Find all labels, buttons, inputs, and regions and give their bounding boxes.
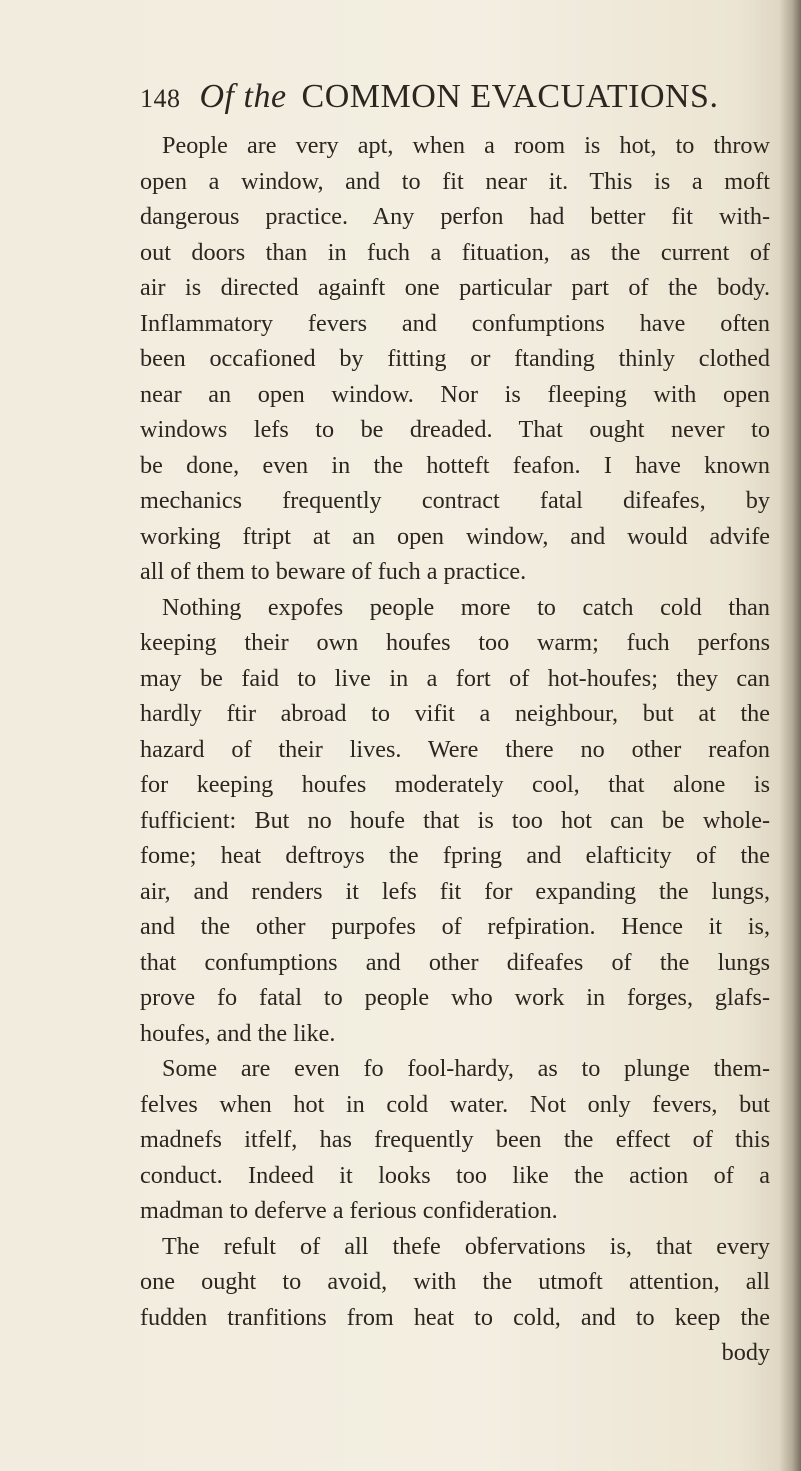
text-line: working ftript at an open window, and would advife [140,522,770,550]
text-line: windows lefs to be dreaded. That ought never to [140,416,770,443]
text-line: be done, even in the hotteft feafon. I have known [140,451,770,479]
text-line: People are very apt, when a room is hot, to throw [162,132,770,159]
page-gutter-shadow [779,0,801,1471]
text-line: Nothing expofes people more to catch cold than [162,593,770,621]
text-line: that confumptions and other difeafes of the lungs [140,948,770,976]
text-line: keeping their own houfes too warm; fuch perfons [140,629,770,656]
page-number: 148 [140,84,181,113]
running-head-prefix: Of the [199,78,287,115]
text-line: The refult of all thefe obfervations is, that every [162,1232,770,1260]
text-line: dangerous practice. Any perfon had better fit with- [140,203,770,230]
text-line: out doors than in fuch a fituation, as the current of [140,238,770,266]
text-line: Some are even fo fool-hardy, as to plunge them- [162,1055,770,1082]
text-line: open a window, and to fit near it. This is a moft [140,167,770,195]
text-line: near an open window. Nor is fleeping with open [140,380,770,408]
text-line: fudden tranfitions from heat to cold, and to keep the [140,1303,770,1331]
text-line: been occafioned by fitting or ftanding thinly clothed [140,345,770,372]
text-line: fome; heat deftroys the fpring and elafticity of the [140,842,770,869]
text-line: may be faid to live in a fort of hot-houfes; they can [140,664,770,692]
text-line: and the other purpofes of refpiration. Hence it is, [140,913,770,940]
text-line: hardly ftir abroad to vifit a neighbour, but at the [140,700,770,727]
running-head [140,78,760,122]
text-line: air, and renders it lefs fit for expanding the lungs, [140,877,770,905]
text-line: madman to deferve a ferious confideration. [140,1197,558,1224]
text-line: hazard of their lives. Were there no other reafon [140,735,770,763]
text-line: one ought to avoid, with the utmoft attention, all [140,1268,770,1295]
text-line: madnefs itfelf, has frequently been the effect of this [140,1126,770,1153]
text-line: air is directed againft one particular part of the body. [140,274,770,301]
text-line: mechanics frequently contract fatal difeafes, by [140,487,770,514]
text-line: Inflammatory fevers and confumptions have often [140,309,770,337]
text-line: prove fo fatal to people who work in forges, glafs- [140,984,770,1011]
text-line: felves when hot in cold water. Not only fevers, but [140,1090,770,1118]
text-line: for keeping houfes moderately cool, that alone is [140,771,770,798]
body-text [140,128,770,1371]
text-line: fufficient: But no houfe that is too hot can be whole- [140,806,770,834]
catchword: body [721,1339,770,1366]
text-line: houfes, and the like. [140,1019,336,1047]
text-line: conduct. Indeed it looks too like the action of a [140,1161,770,1189]
text-line: all of them to beware of fuch a practice. [140,558,527,585]
running-head-title: COMMON EVACUATIONS. [301,78,719,115]
